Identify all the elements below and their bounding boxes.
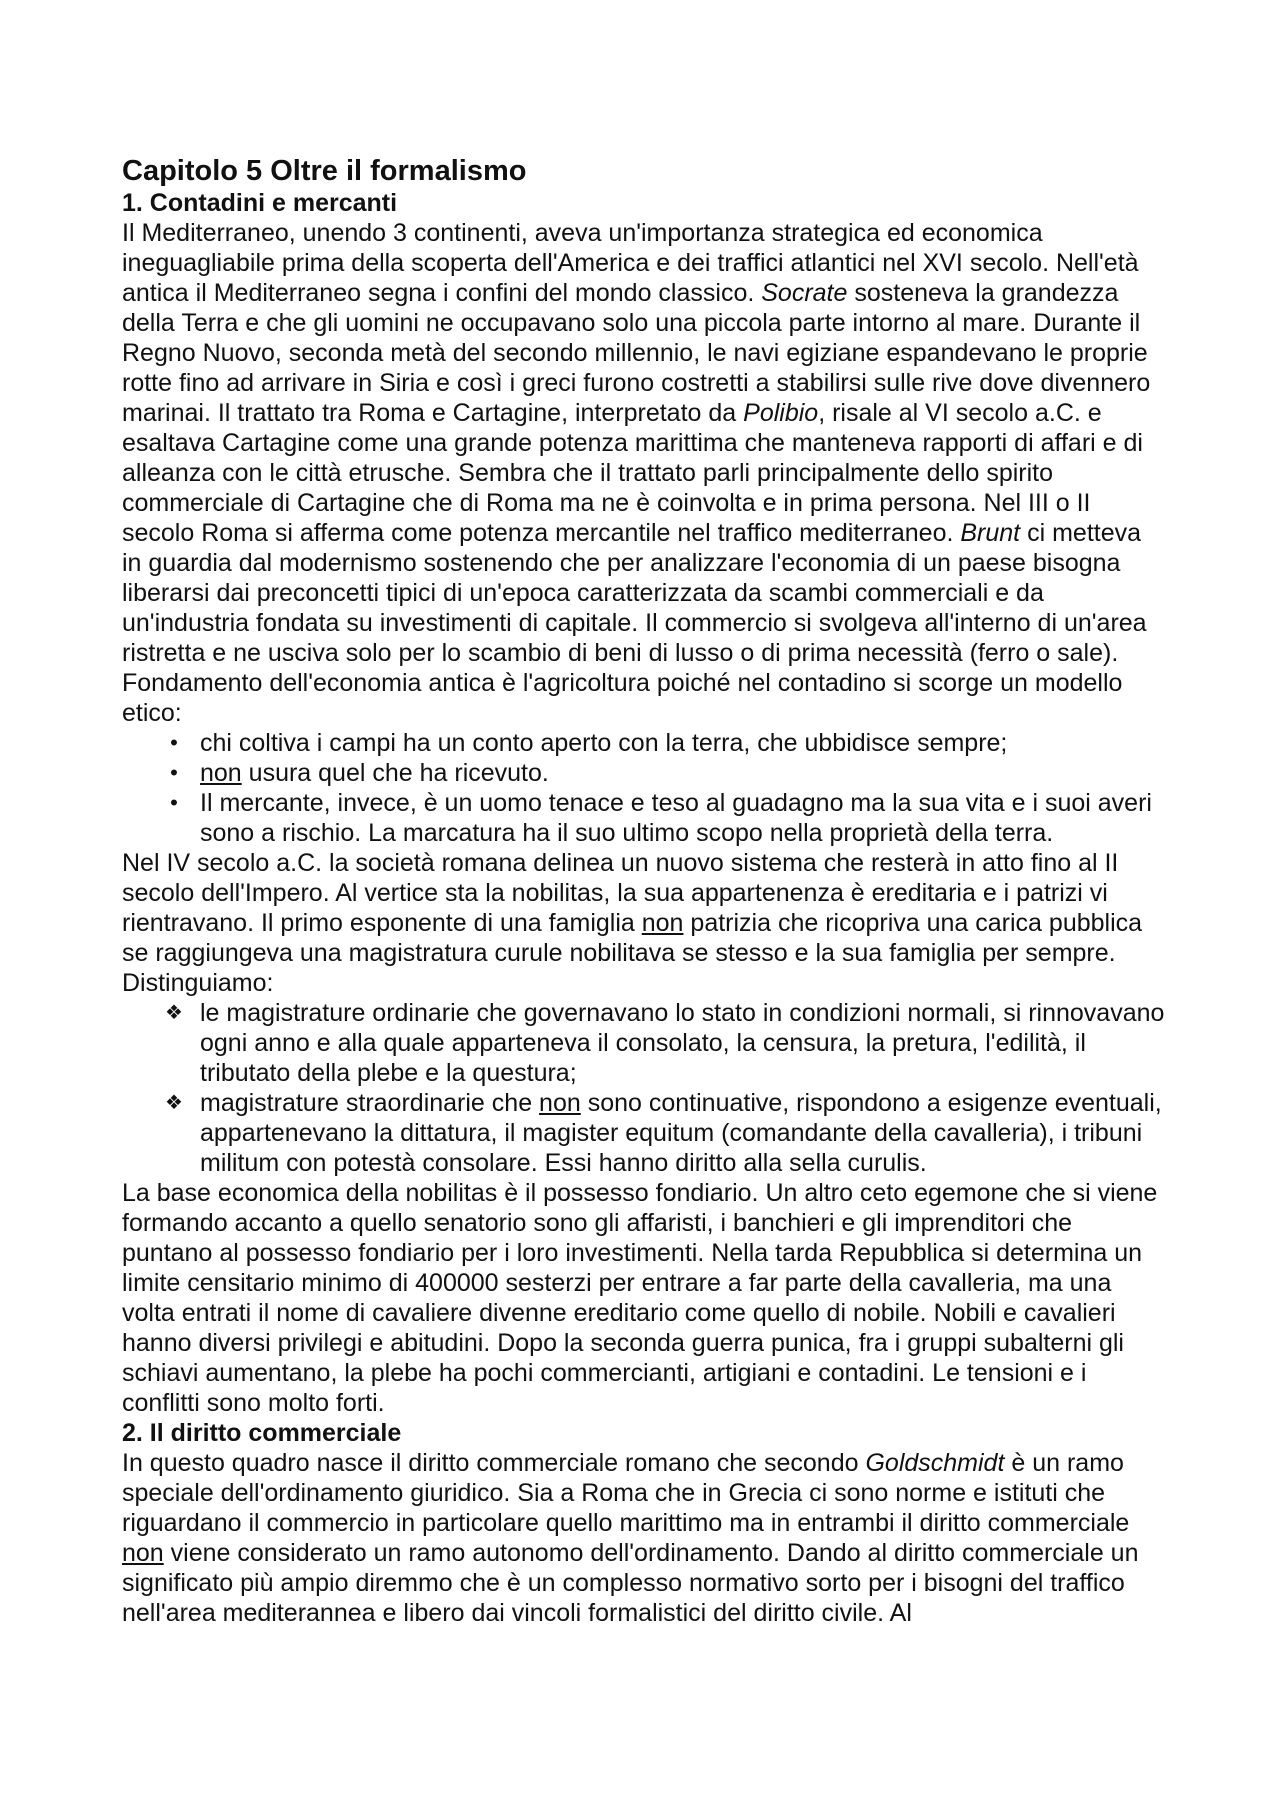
paragraph-agricoltura: Fondamento dell'economia antica è l'agricoltura poiché nel contadino si scorge un modello etico: [122, 669, 1123, 727]
text-run: patrizia che ricopriva una carica pubblica se raggiungeva una magistratura curule nobilitava se stesso e la sua famiglia per sempre. Distinguiamo: [122, 909, 1143, 997]
bullet-dot-icon: • [170, 730, 178, 755]
paragraph-base-economica: La base economica della nobilitas è il possesso fondiario. Un altro ceto egemone che si viene formando accanto a quello senatorio sono gli affaristi, i banchieri e gli imprenditori che puntano al possesso fondiario per i loro investimenti. Nella tarda Repubblica si determina un limite censitario minimo di 400000 sesterzi per entrare a far parte della cavalleria, ma una volta entrati il nome di cavaliere divenne ereditario come quello di nobile. Nobili e cavalieri hanno diversi privilegi e abitudini. Dopo la seconda guerra punica, fra i gruppi subalterni gli schiavi aumentano, la plebe ha pochi commercianti, artigiani e contadini. Le tensioni e i conflitti sono molto forti. [122, 1179, 1158, 1417]
list-item-text: Il mercante, invece, è un uomo tenace e teso al guadagno ma la sua vita e i suoi averi sono a rischio. La marcatura ha il suo ultimo scopo nella proprietà della terra. [200, 789, 1152, 847]
bullet-dot-icon: • [170, 790, 178, 815]
emphasis-socrate: Socrate [761, 279, 848, 307]
list-item-text: usura quel che ha ricevuto. [241, 759, 549, 787]
list-item [122, 998, 1167, 1088]
emphasis-brunt: Brunt [960, 519, 1021, 547]
paragraph-diritto-commerciale [122, 1448, 1167, 1628]
text-run: Nel IV secolo a.C. la società romana delinea un nuovo sistema che resterà in atto fino al II secolo dell'Impero. Al vertice sta la nobilitas, la sua appartenenza è ereditaria e i patrizi vi rientravano. Il primo esponente di una famiglia [122, 849, 1119, 937]
list-item [122, 788, 1167, 848]
text-run: , risale al VI secolo a.C. e esaltava Cartagine come una grande potenza marittima che manteneva rapporti di affari e di alleanza con le città etrusche. Sembra che il trattato parli principalmente dello spirito commerciale di Cartagine che di Roma ma ne è coinvolta e in prima persona. Nel III o II secolo Roma si afferma come potenza mercantile nel traffico mediterraneo. [122, 399, 1143, 547]
underlined-non: non [539, 1089, 581, 1117]
list-item [122, 1088, 1167, 1178]
underlined-non: non [122, 1539, 164, 1567]
bullet-list-contadino [122, 728, 1167, 848]
text-run: ci metteva in guardia dal modernismo sostenendo che per analizzare l'economia di un paese bisogna liberarsi dai preconcetti tipici di un'epoca caratterizzata da scambi commerciali e da un'industria fondata su investimenti di capitale. Il commercio si svolgeva all'interno di un'area ristretta e ne usciva solo per lo scambio di beni di lusso o di prima necessità (ferro o sale). [122, 519, 1147, 667]
diamond-bullet-icon: ❖ [165, 1092, 183, 1114]
paragraph-mediterraneo [122, 218, 1167, 668]
paragraph-nobilitas [122, 848, 1167, 998]
list-item [122, 758, 1167, 788]
text-run: In questo quadro nasce il diritto commerciale romano che secondo [122, 1449, 866, 1477]
list-item-text: sono continuative, rispondono a esigenze eventuali, appartenevano la dittatura, il magister equitum (comandante della cavalleria), i tribuni militum con potestà consolare. Essi hanno diritto alla sella curulis. [200, 1089, 1162, 1177]
list-item [122, 728, 1167, 758]
underlined-non: non [200, 759, 242, 787]
text-run: viene considerato un ramo autonomo dell'ordinamento. Dando al diritto commerciale un significato più ampio diremmo che è un complesso normativo sorto per i bisogni del traffico nell'area mediterannea e libero dai vincoli formalistici del diritto civile. Al [122, 1539, 1139, 1627]
bullet-list-magistrature [122, 998, 1167, 1178]
text-run: sosteneva la grandezza della Terra e che gli uomini ne occupavano solo una piccola parte intorno al mare. Durante il Regno Nuovo, seconda metà del secondo millennio, le navi egiziane espandevano le proprie rotte fino ad arrivare in Siria e così i greci furono costretti a stabilirsi sulle rive dove divennero marinai. Il trattato tra Roma e Cartagine, interpretato da [122, 279, 1151, 427]
document-body [122, 154, 1167, 1628]
emphasis-goldschmidt: Goldschmidt [865, 1449, 1005, 1477]
diamond-bullet-icon: ❖ [165, 1002, 183, 1024]
underlined-non: non [641, 909, 684, 937]
emphasis-polibio: Polibio [743, 399, 819, 427]
list-item-text: le magistrature ordinarie che governavano lo stato in condizioni normali, si rinnovavano ogni anno e alla quale apparteneva il consolato, la censura, la pretura, l'edilità, il tributato della plebe e la questura; [200, 999, 1165, 1087]
bullet-dot-icon: • [170, 760, 178, 785]
text-run: Il Mediterraneo, unendo 3 continenti, aveva un'importanza strategica ed economica ineguagliabile prima della scoperta dell'America e dei traffici atlantici nel XVI secolo. Nell'età antica il Mediterraneo segna i confini del mondo classico. [122, 219, 1139, 307]
section-heading-1: 1. Contadini e mercanti [122, 189, 398, 217]
list-item-text: magistrature straordinarie che [200, 1089, 540, 1117]
section-heading-2: 2. Il diritto commerciale [122, 1419, 402, 1447]
text-run: è un ramo speciale dell'ordinamento giuridico. Sia a Roma che in Grecia ci sono norme e istituti che riguardano il commercio in particolare quello marittimo ma in entrambi il diritto commerciale [122, 1449, 1130, 1537]
chapter-title: Capitolo 5 Oltre il formalismo [122, 155, 527, 187]
list-item-text: chi coltiva i campi ha un conto aperto con la terra, che ubbidisce sempre; [200, 729, 1008, 757]
